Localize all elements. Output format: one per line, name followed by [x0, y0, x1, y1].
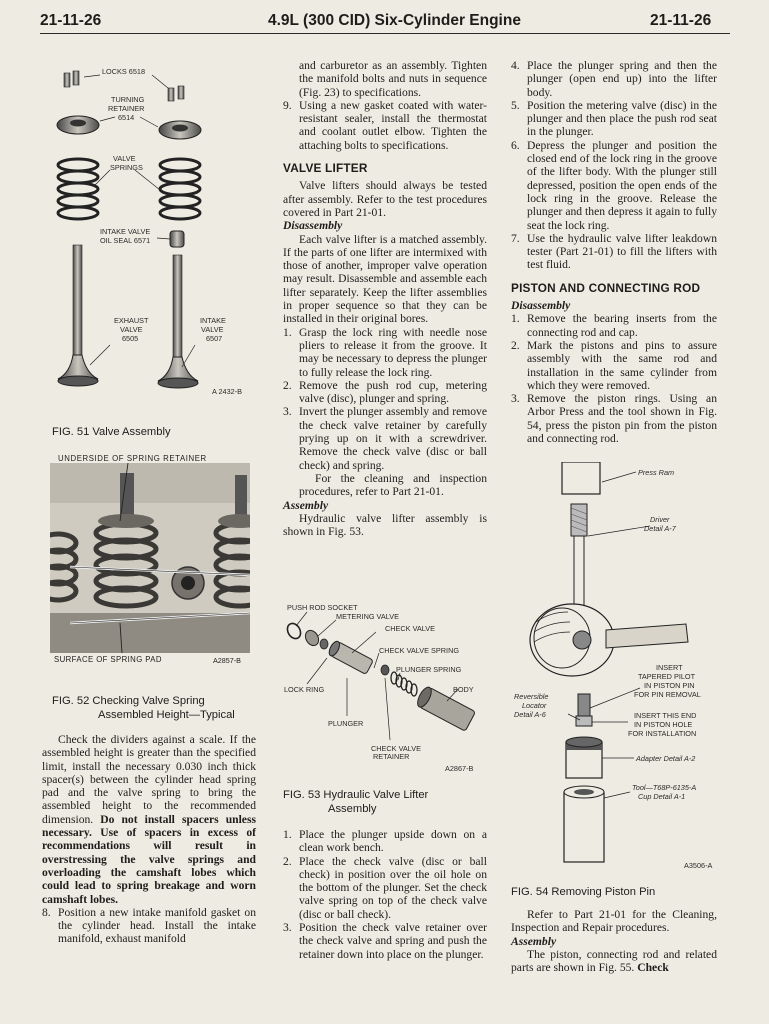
asm-step-6: [511, 139, 717, 232]
piston-step-1-number: 1.: [511, 312, 520, 326]
left-column-text: [42, 733, 256, 946]
asm-step-2: [283, 855, 487, 921]
middle-column-text: [283, 59, 487, 538]
assembly-intro: Hydraulic valve lifter assembly is shown in Fig. 53.: [283, 511, 487, 539]
label-body: BODY: [453, 685, 474, 694]
label-tool-2: Cup Detail A-1: [638, 792, 686, 801]
spacer-text: Check the dividers against a scale. If the assembled height is greater than the specified limit, install the necessary 0.030 inch thick spacer(s) between the cylinder head spring pad and the valve spring to bring the assembled height to the recommended dimension.: [42, 733, 256, 826]
label-check-valve: CHECK VALVE: [385, 624, 436, 633]
label-exhaust-valve-2: VALVE: [120, 325, 143, 334]
asm-step-5-text: Position the metering valve (disc) in the plunger and then place the push rod seat in the plunger.: [527, 98, 717, 139]
asm-step-4-text: Place the plunger spring and then the plunger (open end up) into the lifter body.: [527, 59, 717, 99]
piston-step-3: [511, 392, 717, 445]
lifter-intro: Valve lifters should always be tested after assembly. Refer to the test procedures covered in Part 21-01.: [283, 179, 487, 219]
asm-step-2-number: 2.: [283, 854, 292, 868]
dis-step-1: [283, 326, 487, 379]
fig52-spring-height-photo: [50, 463, 250, 653]
label-insert-1: INSERT: [656, 663, 683, 672]
dis-step-2-text: Remove the push rod cup, metering valve (disc), plunger and spring.: [299, 378, 487, 406]
dis-step-2-number: 2.: [283, 378, 292, 392]
fig52-top-label: UNDERSIDE OF SPRING RETAINER: [58, 454, 207, 463]
label-lock-ring: LOCK RING: [284, 685, 325, 694]
label-insert-2: TAPERED PILOT: [638, 672, 696, 681]
asm-step-5-number: 5.: [511, 98, 520, 112]
label-check-valve-retainer-1: CHECK VALVE: [371, 744, 422, 753]
step-8-number: 8.: [42, 905, 51, 919]
middle-column-steps: [283, 828, 487, 961]
label-intake-valve-2: VALVE: [201, 325, 224, 334]
header-rule: [40, 33, 730, 34]
label-insert-3: IN PISTON PIN: [644, 681, 695, 690]
piston-step-1: [511, 312, 717, 339]
fig51-valve-assembly-illustration: [40, 55, 265, 405]
asm-step-3-number: 3.: [283, 921, 292, 935]
dis-step-3: [283, 405, 487, 471]
piston-step-2-text: Mark the pistons and pins to assure assembly with the same rod and installation in the same cylinder from which they were removed.: [527, 338, 717, 392]
page-number-right: 21-11-26: [650, 12, 712, 29]
label-press-ram: Press Ram: [638, 468, 675, 477]
dis-step-1-number: 1.: [283, 325, 292, 339]
heading-piston-connecting-rod: PISTON AND CONNECTING ROD: [511, 280, 701, 295]
step-8-text: Position a new intake manifold gasket on the cylinder head. Install the intake manifold, exhaust manifold: [58, 905, 256, 946]
label-turning-retainer-1: TURNING: [111, 95, 145, 104]
dis-step-2: [283, 379, 487, 406]
label-exhaust-valve-3: 6505: [122, 334, 139, 343]
piston-step-1-text: Remove the bearing inserts from the connecting rod and cap.: [527, 312, 717, 339]
fig52-caption-line2: Assembled Height—Typical: [98, 709, 235, 721]
valve-spring-left: [58, 159, 98, 219]
asm-step-7-text: Use the hydraulic valve lifter leakdown tester (Part 21-01) to fill the lifters with test fluid.: [527, 231, 717, 272]
piston-step-2: [511, 339, 717, 392]
spacer-paragraph: [42, 733, 256, 906]
label-insert-4: FOR PIN REMOVAL: [634, 690, 701, 699]
dis-step-3-text: Invert the plunger assembly and remove the check valve retainer by carefully prying up on it with a screwdriver. Remove the check valve (disc or ball check) and spring.: [299, 405, 487, 472]
piston-assembly-paragraph: [511, 948, 717, 975]
fig53-hydraulic-lifter-illustration: [282, 598, 492, 776]
step-9-text: Using a new gasket coated with water-resistant sealer, install the thermostat and coolant outlet elbow. Tighten the attaching bolts to specifications.: [299, 98, 487, 152]
label-push-rod-socket: PUSH ROD SOCKET: [287, 603, 358, 612]
label-adapter: Adapter Detail A-2: [636, 754, 696, 763]
label-driver-2: Detail A-7: [644, 524, 676, 533]
label-plunger-spring: PLUNGER SPRING: [396, 665, 462, 674]
label-check-valve-spring: CHECK VALVE SPRING: [379, 646, 460, 655]
asm-step-7: [511, 232, 717, 272]
page-number-left: 21-11-26: [40, 12, 102, 29]
right-column-text: [511, 59, 717, 445]
label-valve-springs-1: VALVE: [113, 154, 136, 163]
label-check-valve-retainer-2: RETAINER: [373, 752, 410, 761]
asm-step-4-number: 4.: [511, 59, 520, 72]
fig54-code: A3506-A: [684, 861, 713, 870]
label-driver-1: Driver: [650, 515, 670, 524]
valve-spring-right: [160, 159, 200, 219]
asm-step-6-number: 6.: [511, 138, 520, 152]
label-valve-springs-2: SPRINGS: [110, 163, 143, 172]
fig54-piston-pin-tool-illustration: [510, 462, 735, 874]
fig52-code: A2857-B: [213, 656, 241, 665]
fig53-caption-line2: Assembly: [328, 803, 377, 815]
step-9: [283, 99, 487, 152]
label-turning-retainer-3: 6514: [118, 113, 135, 122]
label-plunger: PLUNGER: [328, 719, 364, 728]
asm-step-7-number: 7.: [511, 231, 520, 245]
asm-step-1-text: Place the plunger upside down on a clean work bench.: [299, 828, 487, 855]
label-oil-seal-1: INTAKE VALVE: [100, 227, 151, 236]
fig52-caption-line1: FIG. 52 Checking Valve Spring: [52, 695, 205, 707]
label-locks: LOCKS 6518: [102, 67, 145, 76]
asm-step-2-text: Place the check valve (disc or ball check) in position over the oil hole on the bottom of the plunger. Set the check valve spring on top of the check valve (disc or ball check).: [299, 854, 487, 921]
fig51-code: A 2432-B: [212, 387, 243, 396]
dis-step-1-text: Grasp the lock ring with needle nose pliers to release it from the groove. It may be necessary to depress the plunger to fully release the lock ring.: [299, 325, 487, 379]
right-column-bottom-text: [511, 908, 717, 974]
piston-assembly-text: The piston, connecting rod and related parts are shown in Fig. 55.: [511, 947, 717, 975]
label-oil-seal-2: OIL SEAL 6571: [100, 236, 151, 245]
cleaning-reference: For the cleaning and inspection procedures, refer to Part 21-01.: [299, 471, 487, 499]
fig53-caption-line1: FIG. 53 Hydraulic Valve Lifter: [283, 789, 429, 801]
piston-step-3-text: Remove the piston rings. Using an Arbor Press and the tool shown in Fig. 54, press the piston pin from the piston and connecting rod.: [527, 392, 717, 446]
label-tool-1: Tool—T68P-6135-A: [632, 783, 697, 792]
heading-piston-assembly: Assembly: [511, 934, 557, 948]
asm-step-1: [283, 828, 487, 855]
step-9-number: 9.: [283, 98, 292, 112]
asm-step-3-text: Position the check valve retainer over the check valve and spring and push the retainer down into place on the plunger.: [299, 921, 487, 961]
step-8: [42, 906, 256, 946]
asm-step-3: [283, 921, 487, 961]
piston-step-3-number: 3.: [511, 392, 520, 406]
label-insert-end-2: IN PISTON HOLE: [634, 720, 693, 729]
asm-step-1-number: 1.: [283, 828, 292, 841]
piston-assembly-check: Check: [637, 961, 669, 975]
label-intake-valve-3: 6507: [206, 334, 223, 343]
step-8-continued: and carburetor as an assembly. Tighten the manifold bolts and nuts in sequence (Fig. 23) to specifications.: [299, 59, 487, 99]
cleaning-inspection-reference: Refer to Part 21-01 for the Cleaning, Inspection and Repair procedures.: [511, 908, 717, 935]
dis-step-3-number: 3.: [283, 405, 292, 419]
asm-step-4: [511, 59, 717, 99]
label-metering-valve: METERING VALVE: [336, 612, 399, 621]
label-reversible-locator-2: Locator: [522, 701, 547, 710]
label-turning-retainer-2: RETAINER: [108, 104, 145, 113]
label-reversible-locator-3: Detail A-6: [514, 710, 546, 719]
fig54-caption: FIG. 54 Removing Piston Pin: [511, 886, 656, 898]
heading-valve-lifter: VALVE LIFTER: [283, 161, 368, 176]
fig51-caption: FIG. 51 Valve Assembly: [52, 426, 171, 438]
asm-step-5: [511, 99, 717, 139]
asm-step-6-text: Depress the plunger and position the closed end of the lock ring in the groove of the lifter body. With the plunger still depressed, position the open ends of the lock ring in the groove. Release the plunger and then depress it again to fully seat the lock ring.: [527, 138, 717, 232]
page-title: 4.9L (300 CID) Six-Cylinder Engine: [268, 12, 521, 29]
label-reversible-locator-1: Reversible: [514, 692, 549, 701]
label-exhaust-valve-1: EXHAUST: [114, 316, 149, 325]
label-intake-valve-1: INTAKE: [200, 316, 226, 325]
label-insert-end-1: INSERT THIS END: [634, 711, 697, 720]
heading-assembly: Assembly: [283, 498, 329, 512]
label-insert-end-3: FOR INSTALLATION: [628, 729, 697, 738]
fig53-code: A2867-B: [445, 764, 474, 773]
fig52-bottom-label: SURFACE OF SPRING PAD: [54, 655, 162, 664]
heading-disassembly: Disassembly: [283, 219, 343, 233]
heading-piston-disassembly: Disassembly: [511, 299, 571, 313]
piston-step-2-number: 2.: [511, 338, 520, 352]
spacer-warning: Do not install spacers unless necessary. Use of spacers in excess of recommendations will result in overstressing the valve springs and overloading the camshaft lobes which could lead to spring breakage and worn camshaft lobes.: [42, 812, 256, 906]
disassembly-paragraph: Each valve lifter is a matched assembly. If the parts of one lifter are intermixed with those of another, improper valve operation may result. Disassemble and assemble each lifter separately. Keep the lifter assemblies in proper sequence so that they can be installed in their original bores.: [283, 232, 487, 326]
